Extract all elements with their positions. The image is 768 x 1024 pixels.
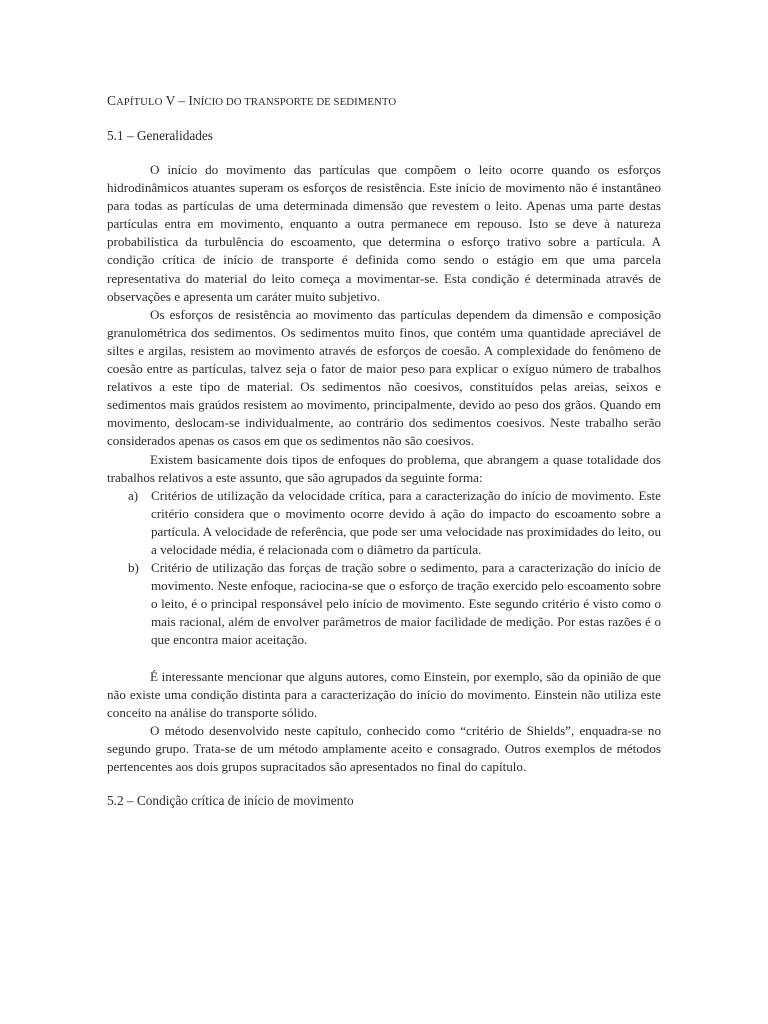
paragraph-spacer xyxy=(107,650,661,668)
paragraph: Existem basicamente dois tipos de enfoques do problema, que abrangem a quase totalidade dos trabalhos relativos a este assunto, que são agrupados da seguinte forma: xyxy=(107,451,661,485)
paragraph: O início do movimento das partículas que compõem o leito ocorre quando os esforços hidrodinâmicos atuantes superam os esforços de resistência. Este início de movimento não é instantâneo para todas as partículas de uma determinada dimensão que revestem o leito. Apenas uma parte destas partículas entra em movimento, enquanto a outra permanece em repouso. Isto se deve à natureza probabilística da turbulência do escoamento, que determina o esforço trativo sobre a partícula. A condição crítica de início de transporte é definida como sendo o estágio em que uma parcela representativa do material do leito começa a movimentar-se. Esta condição é determinada através de observações e apresenta um caráter muito subjetivo. xyxy=(107,162,661,304)
list-item xyxy=(107,487,661,559)
list-item xyxy=(107,559,661,649)
paragraph: O método desenvolvido neste capítulo, conhecido como “critério de Shields”, enquadra-se no segundo grupo. Trata-se de um método amplamente aceito e consagrado. Outros exemplos de métodos pertencentes aos dois grupos supracitados são apresentados no final do capítulo. xyxy=(107,722,661,774)
paragraph: Os esforços de resistência ao movimento das partículas dependem da dimensão e composição granulométrica dos sedimentos. Os sedimentos muito finos, que contém uma quantidade apreciável de siltes e argilas, resistem ao movimento através de esforços de coesão. A complexidade do fenômeno de coesão entre as partículas, talvez seja o fator de maior peso para explicar o exíguo número de trabalhos relativos a este tipo de material. Os sedimentos não coesivos, constituídos pelas areias, seixos e sedimentos mais graúdos resistem ao movimento, principalmente, devido ao peso dos grãos. Quando em movimento, deslocam-se individualmente, ao contrário dos sedimentos coesivos. Neste trabalho serão considerados apenas os casos em que os sedimentos não são coesivos. xyxy=(107,306,661,449)
chapter-title-word: APÍTULO xyxy=(115,96,163,108)
list-marker: b) xyxy=(128,560,139,576)
chapter-title-initial: C xyxy=(107,93,116,108)
list-marker: a) xyxy=(128,487,139,503)
paragraph: É interessante mencionar que alguns autores, como Einstein, por exemplo, são da opinião de que não existe uma condição distinta para a caracterização do início do movimento. Einstein não utiliza este conceito na análise do transporte sólido. xyxy=(107,668,661,720)
chapter-subtitle-initial: I xyxy=(188,93,193,108)
chapter-title xyxy=(107,92,661,111)
document-page xyxy=(107,92,661,826)
criteria-list xyxy=(107,487,661,650)
section-heading-condicao-critica: 5.2 – Condição crítica de início de movimento xyxy=(107,793,354,809)
chapter-subtitle: NÍCIO DO TRANSPORTE DE SEDIMENTO xyxy=(192,96,397,108)
section-heading-generalidades: 5.1 – Generalidades xyxy=(107,128,213,143)
chapter-number: V – xyxy=(162,93,189,108)
list-item-text: Critério de utilização das forças de tração sobre o sedimento, para a caracterização do início de movimento. Neste enfoque, raciocina-se que o esforço de tração exercido pelo escoamento sobre o leito, é o principal responsável pelo início de movimento. Este segundo critério é visto como o mais racional, além de envolver parâmetros de maior facilidade de medição. Por estas razões é o que encontra maior aceitação. xyxy=(151,560,661,648)
list-item-text: Critérios de utilização da velocidade crítica, para a caracterização do início de movimento. Este critério considera que o movimento ocorre devido à ação do impacto do escoamento sobre a partícula. A velocidade de referência, que pode ser uma velocidade nas proximidades do leito, ou a velocidade média, é relacionada com o diâmetro da partícula. xyxy=(151,487,661,557)
